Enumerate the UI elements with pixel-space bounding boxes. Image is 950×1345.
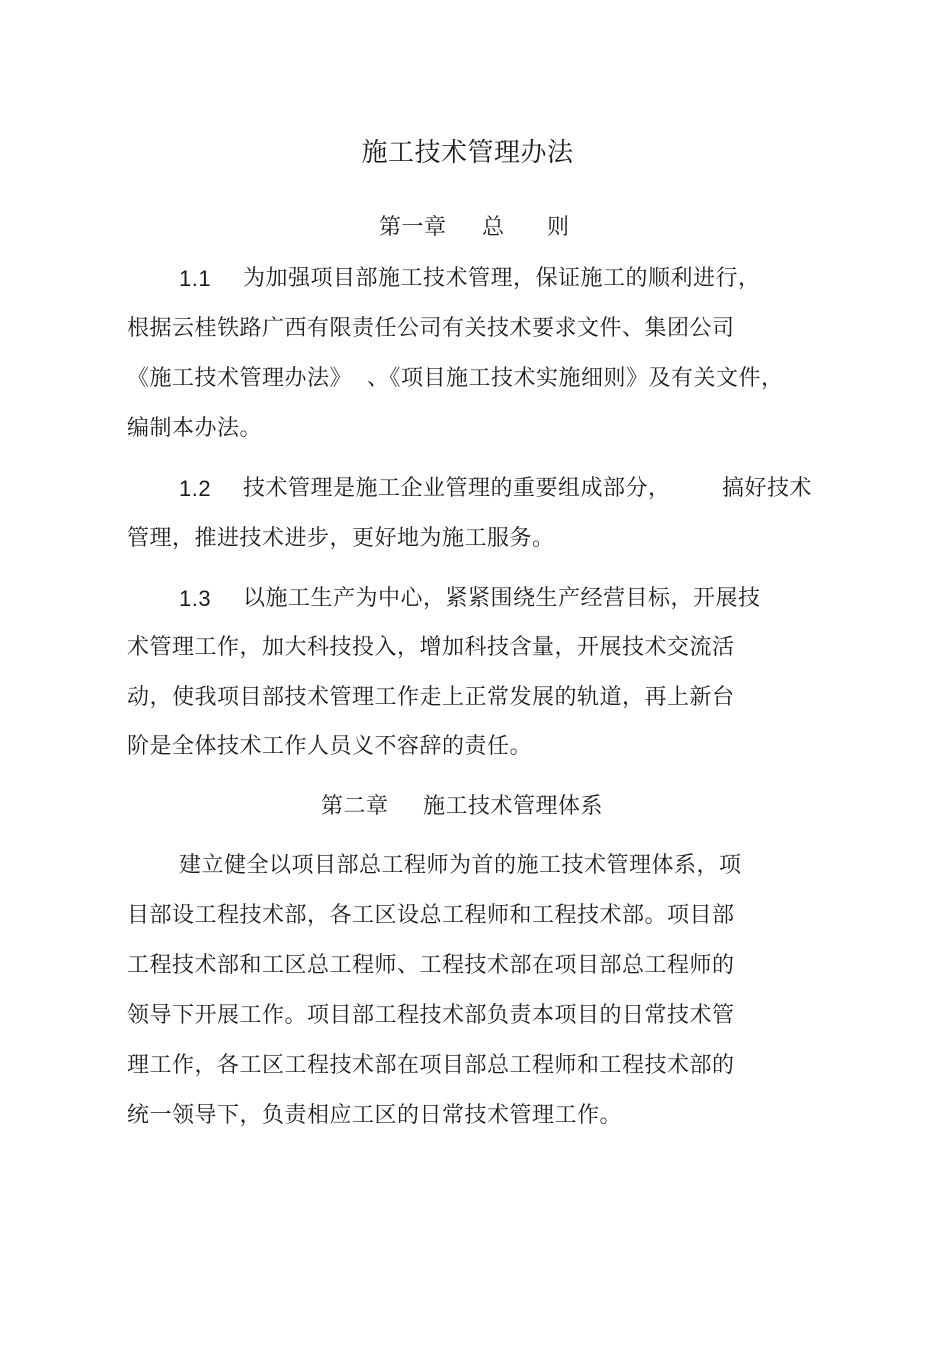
section-1-2-line: 搞好技术 (722, 476, 813, 501)
chapter1-heading-word-a: 总 (482, 215, 505, 240)
chapter1-heading-word-b: 则 (547, 215, 570, 240)
section-1-1-line: 根据云桂铁路广西有限责任公司有关技术要求文件、集团公司 (127, 316, 735, 341)
chapter2-body-line: 领导下开展工作。项目部工程技术部负责本项目的日常技术管 (127, 1003, 735, 1028)
section-number-1-3: 1.3 (179, 586, 212, 611)
section-number-1-1: 1.1 (179, 266, 212, 291)
section-1-3-line: 以施工生产为中心，紧紧围绕生产经营目标，开展技 (243, 586, 761, 611)
section-1-1-line: 《施工技术管理办法》 (127, 366, 353, 391)
section-1-1-line: 编制本办法。 (127, 416, 263, 441)
section-1-2-line: 技术管理是施工企业管理的重要组成部分， (243, 476, 671, 501)
section-1-2-line: 管理，推进技术进步，更好地为施工服务。 (127, 526, 555, 551)
chapter2-heading-title: 施工技术管理体系 (423, 794, 604, 819)
chapter2-heading-number: 第二章 (321, 794, 389, 819)
section-1-3-line: 阶是全体技术工作人员义不容辞的责任。 (127, 734, 533, 759)
document-title: 施工技术管理办法 (361, 138, 574, 168)
section-1-3-line: 术管理工作，加大科技投入，增加科技含量，开展技术交流活 (127, 635, 735, 660)
chapter2-body-line: 工程技术部和工区总工程师、工程技术部在项目部总工程师的 (127, 953, 735, 978)
chapter2-body-line: 统一领导下，负责相应工区的日常技术管理工作。 (127, 1103, 623, 1128)
chapter2-body-line: 目部设工程技术部，各工区设总工程师和工程技术部。项目部 (127, 903, 735, 928)
chapter1-heading-number: 第一章 (379, 215, 447, 240)
section-1-1-line: 、《项目施工技术实施细则》及有关文件， (367, 366, 784, 391)
section-1-1-line: 为加强项目部施工技术管理，保证施工的顺利进行， (243, 266, 761, 291)
chapter2-body-line: 理工作，各工区工程技术部在项目部总工程师和工程技术部的 (127, 1053, 735, 1078)
section-number-1-2: 1.2 (179, 476, 212, 501)
section-1-3-line: 动，使我项目部技术管理工作走上正常发展的轨道，再上新台 (127, 685, 735, 710)
chapter2-body-line: 建立健全以项目部总工程师为首的施工技术管理体系，项 (179, 853, 742, 878)
